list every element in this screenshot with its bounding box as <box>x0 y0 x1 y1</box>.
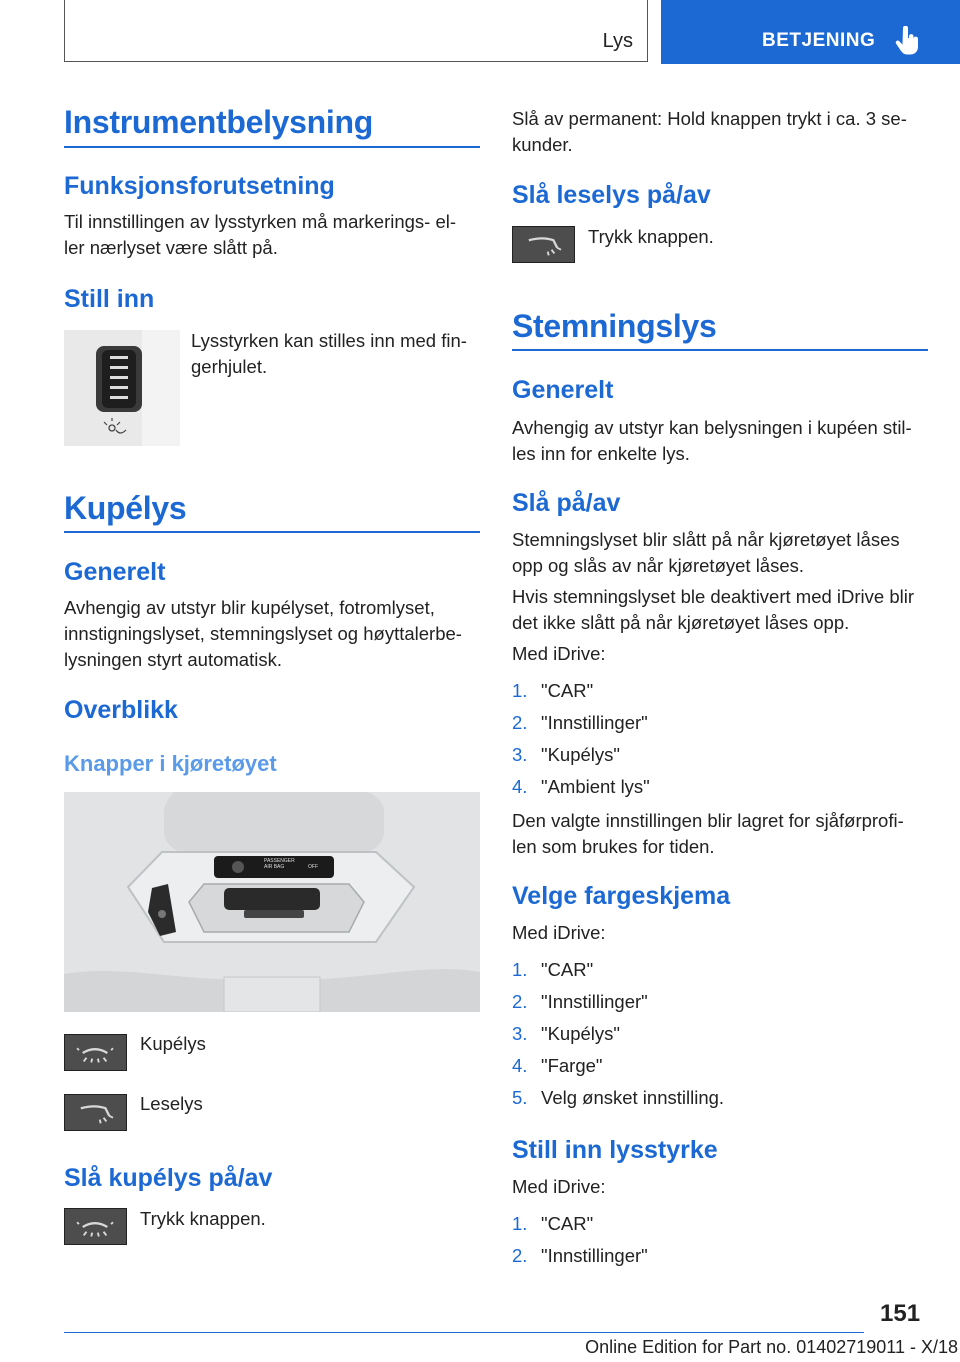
heading-rule <box>64 146 480 148</box>
dimmer-wheel-image <box>64 330 180 446</box>
paragraph-line: Med iDrive: <box>512 643 606 664</box>
paragraph-line: lysningen styrt automatisk. <box>64 649 282 670</box>
paragraph-line: Trykk knappen. <box>588 226 714 247</box>
heading-knapper: Knapper i kjøretøyet <box>64 751 277 776</box>
leselys-button-icon <box>512 226 575 263</box>
heading-sla-kupelys: Slå kupélys på/av <box>64 1164 273 1192</box>
paragraph-line: Med iDrive: <box>512 1176 606 1197</box>
page-number: 151 <box>880 1300 921 1327</box>
dimmer-wheel-icon <box>64 330 180 446</box>
heading-still-inn: Still inn <box>64 285 155 313</box>
heading-stemningslys: Stemningslys <box>512 308 717 344</box>
heading-kupelys: Kupélys <box>64 490 187 526</box>
heading-instrumentbelysning: Instrumentbelysning <box>64 104 374 140</box>
paragraph-line: det ikke slått på når kjøretøyet låses opp. <box>512 612 850 633</box>
footer-rule <box>64 1332 864 1333</box>
legend-kupelys-label: Kupélys <box>140 1033 206 1054</box>
paragraph-line: Hvis stemningslyset ble deaktivert med iDrive blir <box>512 586 914 607</box>
header-section-box <box>64 0 648 62</box>
console-airbag-label: PASSENGER AIR BAG <box>264 858 295 870</box>
paragraph-line: Med iDrive: <box>512 922 606 943</box>
heading-velge-fargeskjema: Velge fargeskjema <box>512 882 731 910</box>
heading-overblikk: Overblikk <box>64 696 178 724</box>
heading-funksjonsforutsetning: Funksjonsforutsetning <box>64 172 335 200</box>
paragraph-line: ler nærlyset være slått på. <box>64 237 278 258</box>
header-chapter-title: BETJENING <box>762 30 876 51</box>
heading-sla-pa-av: Slå på/av <box>512 489 621 517</box>
kupelys-button-icon <box>64 1208 127 1245</box>
paragraph-line: Avhengig av utstyr kan belysningen i kupéen stil- <box>512 417 912 438</box>
paragraph-line: opp og slås av når kjøretøyet låses. <box>512 555 805 576</box>
console-off-label: OFF <box>308 864 318 870</box>
heading-sla-leselys: Slå leselys på/av <box>512 181 711 209</box>
paragraph-line: gerhjulet. <box>191 356 268 377</box>
paragraph-line: Avhengig av utstyr blir kupélyset, fotromlyset, <box>64 597 435 618</box>
paragraph-line: Slå av permanent: Hold knappen trykt i ca. 3 se- <box>512 108 907 129</box>
header-section-title: Lys <box>602 30 633 52</box>
heading-generelt-right: Generelt <box>512 376 614 404</box>
paragraph-line: len som brukes for tiden. <box>512 836 715 857</box>
paragraph-line: Stemningslyset blir slått på når kjøretøyet låses <box>512 529 900 550</box>
legend-leselys-label: Leselys <box>140 1093 203 1114</box>
paragraph-line: les inn for enkelte lys. <box>512 443 690 464</box>
heading-rule <box>512 349 928 351</box>
paragraph-line: Lysstyrken kan stilles inn med fin- <box>191 330 467 351</box>
paragraph-line: Trykk knappen. <box>140 1208 266 1229</box>
header-chapter-box <box>661 0 960 64</box>
heading-still-inn-lysstyrke: Still inn lysstyrke <box>512 1136 718 1164</box>
heading-rule <box>64 531 480 533</box>
paragraph-line: kunder. <box>512 134 573 155</box>
footer-edition: Online Edition for Part no. 01402719011 - X/18 <box>585 1337 958 1357</box>
paragraph-line: Den valgte innstillingen blir lagret for sjåførprofi- <box>512 810 904 831</box>
roof-console-illustration <box>64 792 480 1012</box>
pointing-hand-icon <box>894 26 920 56</box>
paragraph-line: innstigningslyset, stemningslyset og høyttalerbe- <box>64 623 462 644</box>
kupelys-icon <box>64 1034 127 1071</box>
heading-generelt: Generelt <box>64 558 166 586</box>
roof-console-image <box>64 792 480 1012</box>
leselys-icon <box>64 1094 127 1131</box>
paragraph-line: Til innstillingen av lysstyrken må markerings- el- <box>64 211 457 232</box>
